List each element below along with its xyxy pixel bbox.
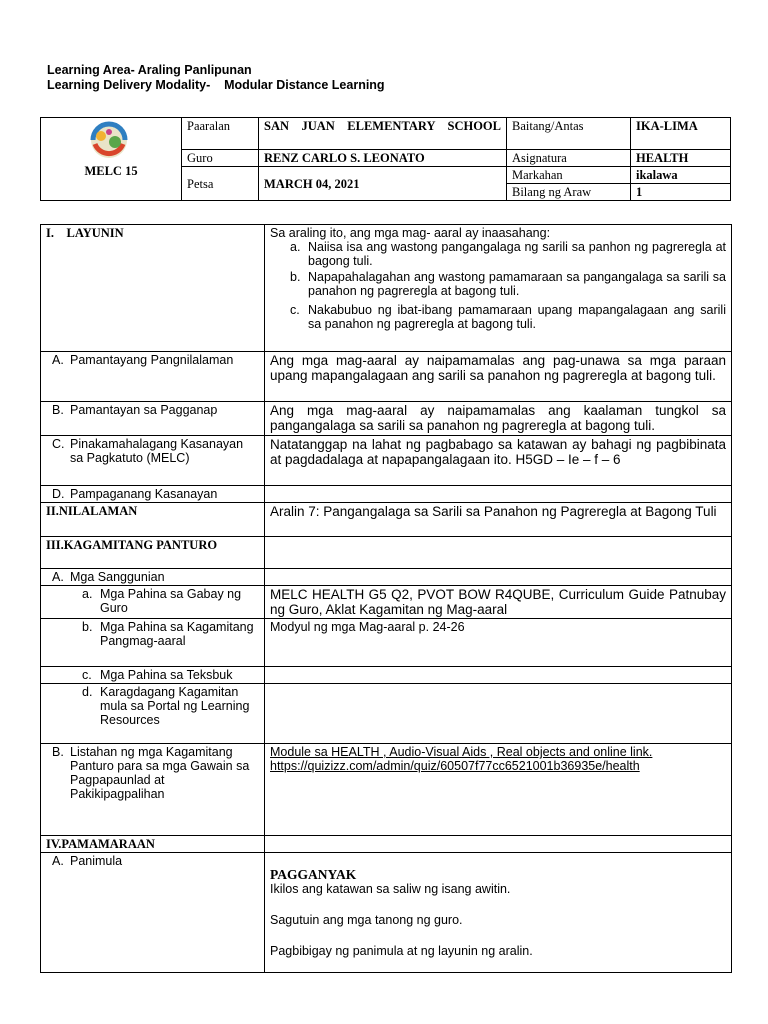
baitang-label: Baitang/Antas — [507, 118, 631, 150]
table-row — [41, 853, 732, 973]
layunin-label: I. LAYUNIN — [41, 225, 265, 352]
kagamitang-panturo-text — [265, 537, 732, 569]
markahan-value: ikalawa — [631, 167, 731, 184]
guro-value: RENZ CARLO S. LEONATO — [259, 150, 507, 167]
table-row — [41, 667, 732, 684]
nilalaman-label: II.NILALAMAN — [41, 503, 265, 537]
lesson-plan-table — [40, 224, 732, 973]
delivery-modality-heading: Learning Delivery Modality- Modular Distance Learning — [47, 78, 385, 92]
table-row — [41, 503, 732, 537]
table-row — [41, 586, 732, 619]
paaralan-value: SAN JUAN ELEMENTARY SCHOOL — [259, 118, 507, 150]
panimula-content — [265, 853, 732, 973]
table-row — [41, 486, 732, 503]
list-item: b. Napapahalagahan ang wastong pamamaraan sa pangangalaga sa sarili sa panahon ng pagreregla at bagong tuli. — [290, 270, 726, 298]
pangmag-aaral-text: Modyul ng mga Mag-aaral p. 24-26 — [265, 619, 732, 667]
pamantayan-sa-pagganap-label: B. Pamantayan sa Pagganap — [41, 402, 265, 436]
panimula-label: A. Panimula — [41, 853, 265, 973]
pamamaraan-text — [265, 836, 732, 853]
kagamitang-panturo-label: III.KAGAMITANG PANTURO — [41, 537, 265, 569]
bilang-label: Bilang ng Araw — [507, 184, 631, 201]
karagdagang-text — [265, 684, 732, 744]
petsa-value: MARCH 04, 2021 — [259, 167, 507, 201]
listahan-label: B. Listahan ng mga Kagamitang Panturo para sa mga Gawain sa Pagpapaunlad at Pakikipagpalihan — [41, 744, 265, 836]
table-row — [41, 436, 732, 486]
info-table — [40, 117, 731, 201]
listahan-content — [265, 744, 732, 836]
layunin-list — [270, 240, 726, 331]
karagdagang-label: d. Karagdagang Kagamitan mula sa Portal ng Learning Resources — [41, 684, 265, 744]
table-row — [41, 537, 732, 569]
sanggunian-text — [265, 569, 732, 586]
table-row — [41, 744, 732, 836]
pamamaraan-label: IV.PAMAMARAAN — [41, 836, 265, 853]
list-item: a. Naiisa isa ang wastong pangangalaga ng sarili sa panhon ng pagreregla at bagong tuli. — [290, 240, 726, 268]
table-row — [41, 836, 732, 853]
pampaganang-kasanayan-text — [265, 486, 732, 503]
pagganyak-line-1: Ikilos ang katawan sa saliw ng isang awitin. — [270, 882, 511, 896]
pagganyak-line-3: Pagbibigay ng panimula at ng layunin ng aralin. — [270, 944, 533, 958]
table-row — [41, 619, 732, 667]
paaralan-label: Paaralan — [182, 118, 259, 150]
layunin-intro: Sa araling ito, ang mga mag- aaral ay inaasahang: — [270, 226, 551, 240]
learning-area-heading: Learning Area- Araling Panlipunan — [47, 63, 252, 77]
nilalaman-text: Aralin 7: Pangangalaga sa Sarili sa Panahon ng Pagreregla at Bagong Tuli — [265, 503, 732, 537]
melc-text: Natatanggap na lahat ng pagbabago sa katawan ay bahagi ng pagbibinata at pagdadalaga at napapangalagaan ito. H5GD – Ie – f – 6 — [265, 436, 732, 486]
table-row — [41, 352, 732, 402]
sanggunian-label: A. Mga Sanggunian — [41, 569, 265, 586]
pamantayan-sa-pagganap-text: Ang mga mag-aaral ay naipamamalas ang kaalaman tungkol sa pangangalaga sa sarili sa panahon ng pagreregla at bagong tuli. — [265, 402, 732, 436]
pagganyak-title: PAGGANYAK — [270, 867, 357, 882]
melc-label-cell: C. Pinakamahalagang Kasanayan sa Pagkatuto (MELC) — [41, 436, 265, 486]
pamantayang-pangnilalaman-text: Ang mga mag-aaral ay naipamamalas ang pag-unawa sa mga paraan upang mapangalagaan ang sarili sa panahon ng pagreregla at bagong tuli. — [265, 352, 732, 402]
gabay-label: a. Mga Pahina sa Gabay ng Guro — [41, 586, 265, 619]
pampaganang-kasanayan-label: D. Pampaganang Kasanayan — [41, 486, 265, 503]
pagganyak-line-2: Sagutuin ang mga tanong ng guro. — [270, 913, 463, 927]
gabay-text: MELC HEALTH G5 Q2, PVOT BOW R4QUBE, Curriculum Guide Patnubay ng Guro, Aklat Kagamitan ng Mag-aaral — [265, 586, 732, 619]
asignatura-value: HEALTH — [631, 150, 731, 167]
deped-logo-icon — [79, 120, 139, 160]
table-row — [41, 402, 732, 436]
list-item: c. Nakabubuo ng ibat-ibang pamamaraan upang mapangalagaan ang sarili sa panahon ng pagreregla at bagong tuli. — [290, 303, 726, 331]
bilang-value: 1 — [631, 184, 731, 201]
pangmag-aaral-label: b. Mga Pahina sa Kagamitang Pangmag-aaral — [41, 619, 265, 667]
listahan-link-text[interactable]: Module sa HEALTH , Audio-Visual Aids , Real objects and online link. — [270, 745, 653, 759]
layunin-content — [265, 225, 732, 352]
quizizz-link[interactable]: https://quizizz.com/admin/quiz/60507f77cc6521001b36935e/health — [270, 759, 640, 773]
petsa-label: Petsa — [182, 167, 259, 201]
table-row — [41, 684, 732, 744]
asignatura-label: Asignatura — [507, 150, 631, 167]
baitang-value: IKA-LIMA — [631, 118, 731, 150]
table-row — [41, 225, 732, 352]
teksbuk-label: c. Mga Pahina sa Teksbuk — [41, 667, 265, 684]
guro-label: Guro — [182, 150, 259, 167]
logo-cell — [41, 118, 182, 201]
melc-label: MELC 15 — [84, 164, 138, 178]
teksbuk-text — [265, 667, 732, 684]
markahan-label: Markahan — [507, 167, 631, 184]
table-row — [41, 569, 732, 586]
pamantayang-pangnilalaman-label: A. Pamantayang Pangnilalaman — [41, 352, 265, 402]
